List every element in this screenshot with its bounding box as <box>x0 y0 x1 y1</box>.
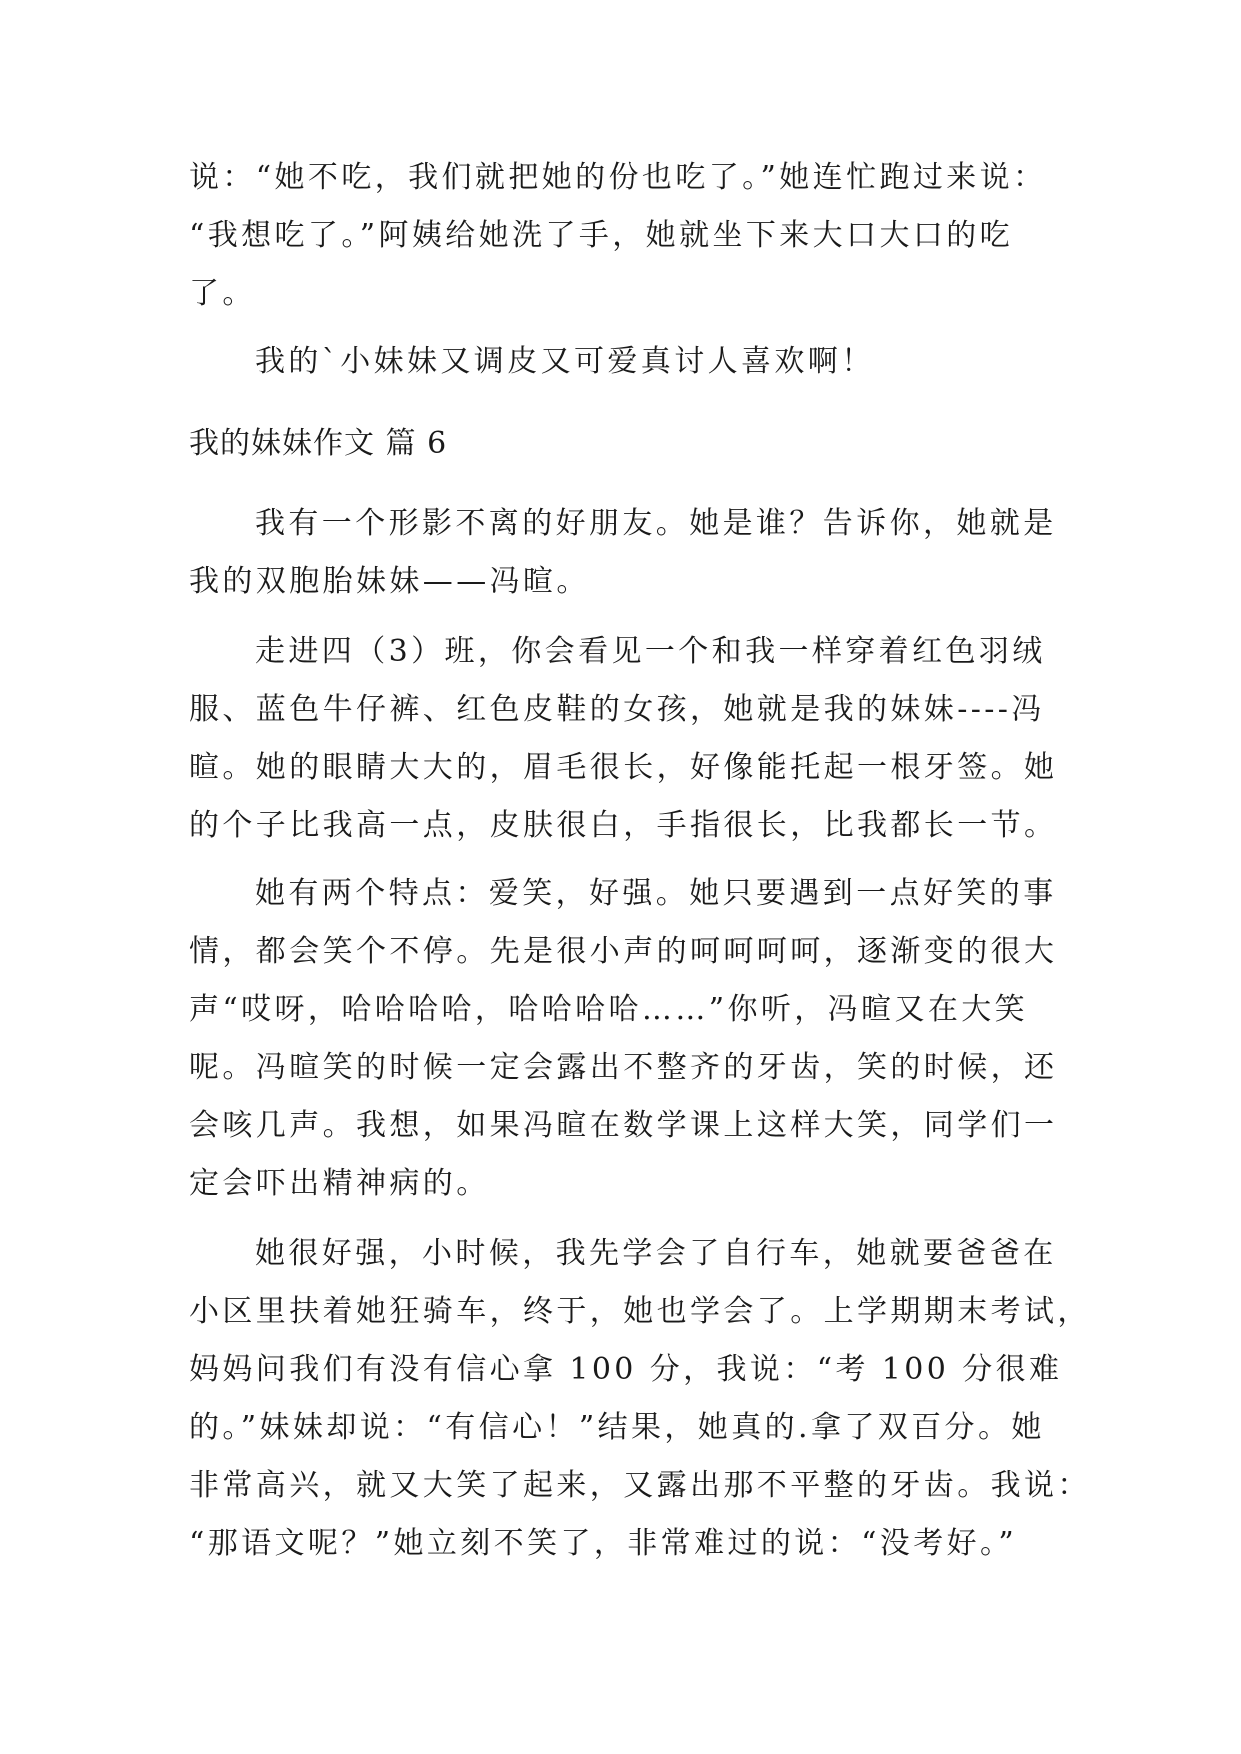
paragraph-line: 非常高兴，就又大笑了起来，又露出那不平整的牙齿。我说： <box>189 1468 1091 1503</box>
paragraph-line: 声“哎呀，哈哈哈哈，哈哈哈哈……”你听，冯暄又在大笑 <box>189 992 1029 1027</box>
paragraph-line: 我的双胞胎妹妹——冯暄。 <box>189 564 590 599</box>
paragraph-line: 我的`小妹妹又调皮又可爱真讨人喜欢啊！ <box>255 344 875 379</box>
paragraph-line: 说：“她不吃，我们就把她的份也吃了。”她连忙跑过来说： <box>189 160 1047 195</box>
paragraph-line: 定会吓出精神病的。 <box>189 1166 490 1201</box>
paragraph-line: 暄。她的眼睛大大的，眉毛很长，好像能托起一根牙签。她 <box>189 750 1058 785</box>
paragraph-line: 的。”妹妹却说：“有信心！”结果，她真的.拿了双百分。她 <box>189 1410 1045 1445</box>
paragraph-line: 服、蓝色牛仔裤、红色皮鞋的女孩，她就是我的妹妹----冯 <box>189 692 1045 727</box>
paragraph-line: 呢。冯暄笑的时候一定会露出不整齐的牙齿，笑的时候，还 <box>189 1050 1058 1085</box>
section-title: 我的妹妹作文 篇 6 <box>189 426 448 461</box>
paragraph-line: 小区里扶着她狂骑车，终于，她也学会了。上学期期末考试， <box>189 1294 1091 1329</box>
paragraph-line: 了。 <box>189 276 256 311</box>
paragraph-line: 她有两个特点：爱笑，好强。她只要遇到一点好笑的事 <box>255 876 1057 911</box>
paragraph-line: 我有一个形影不离的好朋友。她是谁？告诉你，她就是 <box>255 506 1057 541</box>
paragraph-line: 妈妈问我们有没有信心拿 100 分，我说：“考 100 分很难 <box>189 1352 1063 1387</box>
paragraph-line: 的个子比我高一点，皮肤很白，手指很长，比我都长一节。 <box>189 808 1058 843</box>
paragraph-line: 走进四（3）班，你会看见一个和我一样穿着红色羽绒 <box>255 634 1046 669</box>
paragraph-line: 她很好强，小时候，我先学会了自行车，她就要爸爸在 <box>255 1236 1057 1271</box>
paragraph-line: “我想吃了。”阿姨给她洗了手，她就坐下来大口大口的吃 <box>189 218 1014 253</box>
paragraph-line: “那语文呢？”她立刻不笑了，非常难过的说：“没考好。” <box>189 1526 1018 1561</box>
paragraph-line: 会咳几声。我想，如果冯暄在数学课上这样大笑，同学们一 <box>189 1108 1058 1143</box>
paragraph-line: 情，都会笑个不停。先是很小声的呵呵呵呵，逐渐变的很大 <box>189 934 1058 969</box>
